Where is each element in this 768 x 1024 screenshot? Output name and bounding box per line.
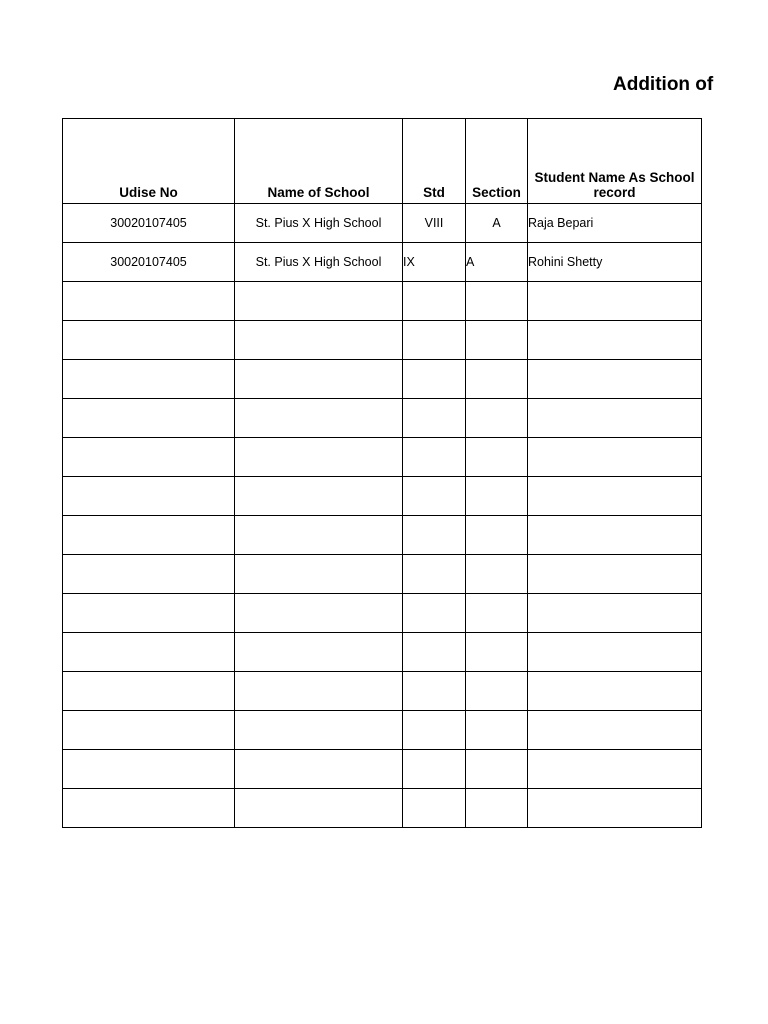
cell-student-name[interactable] (528, 555, 702, 594)
cell-name-of-school[interactable] (235, 282, 403, 321)
cell-udise-no[interactable]: 30020107405 (63, 204, 235, 243)
cell-udise-no[interactable] (63, 594, 235, 633)
cell-udise-no[interactable] (63, 477, 235, 516)
table-row (63, 477, 702, 516)
cell-name-of-school[interactable] (235, 438, 403, 477)
cell-name-of-school[interactable] (235, 633, 403, 672)
cell-name-of-school[interactable] (235, 360, 403, 399)
table-row (63, 555, 702, 594)
cell-std[interactable] (403, 711, 466, 750)
cell-udise-no[interactable]: 30020107405 (63, 243, 235, 282)
cell-name-of-school[interactable] (235, 594, 403, 633)
cell-udise-no[interactable] (63, 633, 235, 672)
cell-student-name[interactable]: Rohini Shetty (528, 243, 702, 282)
cell-name-of-school[interactable] (235, 750, 403, 789)
cell-section[interactable] (466, 633, 528, 672)
cell-section[interactable] (466, 750, 528, 789)
cell-std[interactable] (403, 594, 466, 633)
cell-student-name[interactable] (528, 438, 702, 477)
cell-name-of-school[interactable] (235, 672, 403, 711)
cell-udise-no[interactable] (63, 321, 235, 360)
cell-udise-no[interactable] (63, 516, 235, 555)
cell-section[interactable] (466, 399, 528, 438)
cell-udise-no[interactable] (63, 555, 235, 594)
cell-section[interactable]: A (466, 204, 528, 243)
cell-std[interactable] (403, 633, 466, 672)
table-row (63, 243, 702, 282)
table-row (63, 516, 702, 555)
cell-std[interactable]: VIII (403, 204, 466, 243)
cell-student-name[interactable] (528, 360, 702, 399)
header-name-of-school[interactable]: Name of School (235, 119, 403, 204)
cell-section[interactable] (466, 594, 528, 633)
cell-std[interactable] (403, 438, 466, 477)
cell-std[interactable] (403, 789, 466, 828)
table-row (63, 399, 702, 438)
header-row (63, 119, 702, 204)
cell-student-name[interactable] (528, 321, 702, 360)
cell-section[interactable] (466, 360, 528, 399)
cell-name-of-school[interactable] (235, 711, 403, 750)
cell-section[interactable]: A (466, 243, 528, 282)
cell-name-of-school[interactable] (235, 477, 403, 516)
table-row (63, 750, 702, 789)
cell-student-name[interactable] (528, 633, 702, 672)
cell-section[interactable] (466, 438, 528, 477)
cell-name-of-school[interactable] (235, 321, 403, 360)
cell-name-of-school[interactable]: St. Pius X High School (235, 243, 403, 282)
cell-std[interactable] (403, 672, 466, 711)
cell-student-name[interactable] (528, 399, 702, 438)
cell-student-name[interactable] (528, 750, 702, 789)
cell-std[interactable] (403, 516, 466, 555)
cell-std[interactable] (403, 750, 466, 789)
table-row (63, 360, 702, 399)
cell-section[interactable] (466, 516, 528, 555)
table-row (63, 789, 702, 828)
cell-udise-no[interactable] (63, 789, 235, 828)
cell-student-name[interactable] (528, 594, 702, 633)
table-row (63, 672, 702, 711)
cell-section[interactable] (466, 282, 528, 321)
cell-std[interactable] (403, 555, 466, 594)
cell-name-of-school[interactable]: St. Pius X High School (235, 204, 403, 243)
cell-std[interactable]: IX (403, 243, 466, 282)
cell-udise-no[interactable] (63, 711, 235, 750)
cell-section[interactable] (466, 477, 528, 516)
cell-udise-no[interactable] (63, 360, 235, 399)
cell-section[interactable] (466, 672, 528, 711)
cell-student-name[interactable]: Raja Bepari (528, 204, 702, 243)
cell-udise-no[interactable] (63, 399, 235, 438)
cell-name-of-school[interactable] (235, 399, 403, 438)
cell-section[interactable] (466, 711, 528, 750)
cell-student-name[interactable] (528, 789, 702, 828)
table-row (63, 282, 702, 321)
cell-name-of-school[interactable] (235, 789, 403, 828)
cell-udise-no[interactable] (63, 672, 235, 711)
table-row (63, 594, 702, 633)
page-title: Addition of (613, 74, 714, 95)
cell-student-name[interactable] (528, 477, 702, 516)
cell-std[interactable] (403, 321, 466, 360)
cell-student-name[interactable] (528, 711, 702, 750)
cell-udise-no[interactable] (63, 282, 235, 321)
cell-std[interactable] (403, 477, 466, 516)
header-udise-no[interactable]: Udise No (63, 119, 235, 204)
table-row (63, 204, 702, 243)
cell-name-of-school[interactable] (235, 555, 403, 594)
cell-udise-no[interactable] (63, 438, 235, 477)
cell-std[interactable] (403, 360, 466, 399)
header-student-name[interactable]: Student Name As School record (528, 119, 702, 204)
cell-section[interactable] (466, 789, 528, 828)
table-body (63, 204, 702, 828)
cell-student-name[interactable] (528, 282, 702, 321)
table-row (63, 633, 702, 672)
cell-udise-no[interactable] (63, 750, 235, 789)
table-row (63, 438, 702, 477)
cell-name-of-school[interactable] (235, 516, 403, 555)
cell-section[interactable] (466, 555, 528, 594)
cell-student-name[interactable] (528, 516, 702, 555)
header-section[interactable]: Section (466, 119, 528, 204)
cell-std[interactable] (403, 399, 466, 438)
table-row (63, 321, 702, 360)
student-table (62, 118, 702, 828)
header-std[interactable]: Std (403, 119, 466, 204)
cell-section[interactable] (466, 321, 528, 360)
cell-student-name[interactable] (528, 672, 702, 711)
table-row (63, 711, 702, 750)
cell-std[interactable] (403, 282, 466, 321)
